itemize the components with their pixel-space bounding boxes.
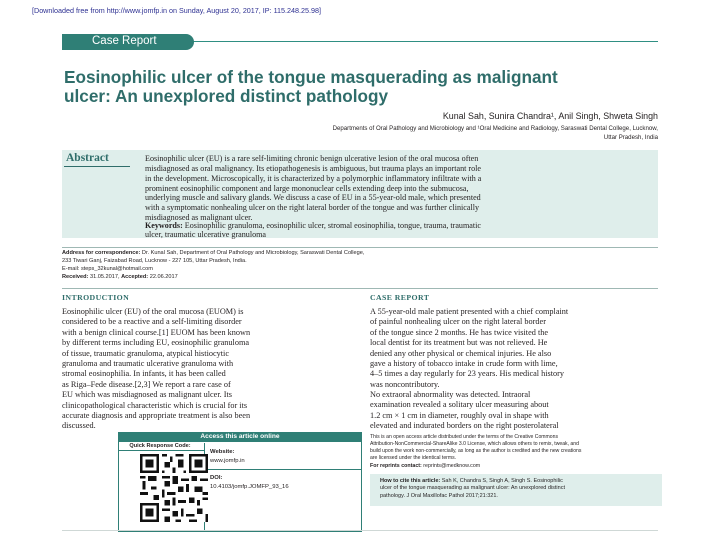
correspondence-address: Dr. Kunal Sah, Department of Oral Pathology and Microbiology, Saraswati Dental College,	[141, 250, 365, 256]
case-report-paragraph-2	[370, 390, 660, 432]
abstract-line: prominent eosinophilic component and large mononuclear cells extending deep into the submucosa,	[145, 183, 469, 193]
citation-label: How to cite this article:	[380, 478, 441, 484]
case-report-line: of the tongue since 2 months. He has twice visited the	[370, 327, 549, 337]
case-report-line: local dentist for its treatment but was not relieved. He	[370, 338, 548, 348]
title-line: Eosinophilic ulcer of the tongue masquerading as malignant	[64, 67, 558, 87]
title-line: ulcer: An unexplored distinct pathology	[64, 86, 389, 106]
case-report-line: examination revealed a solitary ulcer measuring about	[370, 400, 549, 410]
download-banner: [Downloaded free from http://www.jomfp.in on Sunday, August 20, 2017, IP: 115.248.25.98]	[32, 6, 322, 15]
introduction-text	[62, 307, 354, 432]
divider	[118, 450, 204, 451]
case-report-line: 4–5 times a day regularly for 23 years. His medical history	[370, 369, 565, 379]
introduction-line: discussed.	[62, 421, 96, 431]
abstract-line: Eosinophilic ulcer (EU) is a rare self-limiting chronic benign ulcerative lesion of the oral mucosa often	[145, 154, 479, 163]
case-report-heading: CASE REPORT	[370, 293, 430, 302]
introduction-line: stromal eosinophilia. In infants, it has been called	[62, 369, 226, 379]
divider	[62, 288, 658, 289]
abstract-line: misdiagnosed as oral malignancy. Its etiopathogenesis is ambiguous, but trauma plays an important role	[145, 163, 481, 173]
keywords	[145, 221, 653, 240]
abstract-line: misdiagnosed as malignant ulcer.	[145, 213, 253, 223]
introduction-line: with a benign clinical course.[1] EUOM has been known	[62, 327, 251, 337]
accepted-label: Accepted:	[121, 273, 149, 280]
keywords-text: Eosinophilic granuloma, eosinophilic ulcer, stromal eosinophilia, tongue, trauma, traumatic	[184, 221, 481, 230]
case-report-line: elevated and indurated borders on the right posterolateral	[370, 421, 559, 431]
article-title	[64, 68, 664, 106]
doi-value[interactable]: 10.4103/jomfp.JOMFP_93_16	[210, 484, 289, 490]
case-report-line: A 55-year-old male patient presented with a chief complaint	[370, 307, 569, 316]
introduction-line: considered to be a reactive and a self-limiting disorder	[62, 317, 242, 327]
case-report-line: 1.2 cm × 1 cm in diameter, roughly oval in shape with	[370, 410, 549, 420]
qr-code-icon[interactable]	[140, 452, 208, 524]
introduction-line: Eosinophilic ulcer (EU) of the oral mucosa (EUOM) is	[62, 307, 244, 316]
introduction-line: of tissue, traumatic granuloma, atypical histiocytic	[62, 348, 230, 358]
license-line: are licensed under the identical terms.	[370, 454, 457, 461]
abstract-line: in the development. Microscopically, it is characterized by a polymorphic inflammatory infiltrate with a	[145, 173, 482, 183]
correspondence-email: E-mail: steps_32kunal@hotmail.com	[62, 265, 153, 272]
abstract-label: Abstract	[66, 152, 109, 164]
abstract-line: underlying muscle and salivary glands. We discuss a case of EU in a 55-year-old male, which presented	[145, 193, 481, 203]
abstract-label-underline	[64, 166, 130, 167]
introduction-line: EU which was misdiagnosed as malignant ulcer. Its	[62, 390, 233, 400]
case-report-paragraph-1	[370, 307, 660, 390]
received-date: 31.05.2017,	[90, 273, 120, 280]
qr-code-label: Quick Response Code:	[129, 443, 191, 449]
footer-rule	[62, 530, 658, 531]
citation-text: Sah K, Chandra S, Singh A, Singh S. Eosinophilic	[441, 478, 563, 484]
introduction-line: clinicopathological characteristic which is crucial for its	[62, 400, 248, 410]
access-box-header: Access this article online	[118, 432, 362, 442]
accepted-date: 22.06.2017	[149, 273, 178, 280]
case-report-line: No extraoral abnormality was detected. Intraoral	[370, 390, 531, 399]
reprints-label: For reprints contact:	[370, 463, 422, 469]
license-line: This is an open access article distributed under the terms of the Creative Commons	[370, 434, 558, 440]
citation-line: ulcer of the tongue masquerading as malignant ulcer: An unexplored distinct	[380, 485, 565, 492]
website-label: Website:	[210, 449, 235, 455]
case-report-line: gave a history of tobacco intake in crude form with lime,	[370, 359, 558, 369]
case-report-line: denied any other physical or chemical injuries. He also	[370, 348, 552, 358]
abstract-line: with a symptomatic nonhealing ulcer on the right lateral border of the tongue and was further clinically	[145, 203, 479, 213]
website-link[interactable]: www.jomfp.in	[210, 458, 245, 464]
affiliations	[98, 124, 658, 142]
author-list: Kunal Sah, Sunira Chandra¹, Anil Singh, Shweta Singh	[442, 111, 658, 121]
dates-line	[62, 274, 542, 282]
section-tab	[62, 34, 194, 50]
introduction-line: accurate diagnosis and appropriate treatment is also been	[62, 411, 251, 421]
reprints-contact	[370, 463, 480, 469]
affiliation-line: Departments of Oral Pathology and Microbiology and ¹Oral Medicine and Radiology, Saraswati Dental College, Lucknow,	[332, 125, 658, 132]
license-text	[370, 434, 660, 462]
keywords-line	[145, 221, 653, 230]
citation	[380, 478, 660, 500]
abstract-text	[145, 154, 653, 223]
introduction-line: granuloma and traumatic ulcerative granuloma with	[62, 359, 234, 369]
correspondence-block	[62, 250, 542, 282]
divider	[62, 247, 658, 248]
citation-line: pathology. J Oral Maxillofac Pathol 2017;21:321.	[380, 492, 498, 499]
correspondence-line	[62, 250, 542, 258]
doi-label: DOI:	[210, 475, 223, 481]
reprints-email[interactable]: reprints@medknow.com	[423, 463, 481, 469]
license-line: build upon the work non-commercially, as long as the author is credited and the new creations	[370, 447, 582, 454]
divider	[204, 469, 362, 470]
license-line: Attribution-NonCommercial-ShareAlike 3.0 License, which allows others to remix, tweak, and	[370, 440, 579, 447]
introduction-line: as Riga–Fede disease.[2,3] We report a rare case of	[62, 379, 231, 389]
affiliation-line: Uttar Pradesh, India	[603, 134, 658, 141]
keywords-label: Keywords:	[145, 221, 183, 230]
case-report-line: was noncontributory.	[370, 379, 440, 389]
citation-line	[380, 478, 660, 485]
keywords-line: ulcer, traumatic ulcerative granuloma	[145, 230, 267, 240]
received-label: Received:	[62, 273, 89, 280]
case-report-line: of painful nonhealing ulcer on the right lateral border	[370, 317, 546, 327]
introduction-heading: INTRODUCTION	[62, 293, 130, 302]
correspondence-line: 233 Tiwari Ganj, Faizabad Road, Lucknow - 227 105, Uttar Pradesh, India.	[62, 257, 247, 264]
section-tab-label: Case Report	[92, 35, 157, 47]
correspondence-label: Address for correspondence:	[62, 250, 141, 256]
introduction-line: by different terms including EU, eosinophilic granuloma	[62, 338, 250, 348]
